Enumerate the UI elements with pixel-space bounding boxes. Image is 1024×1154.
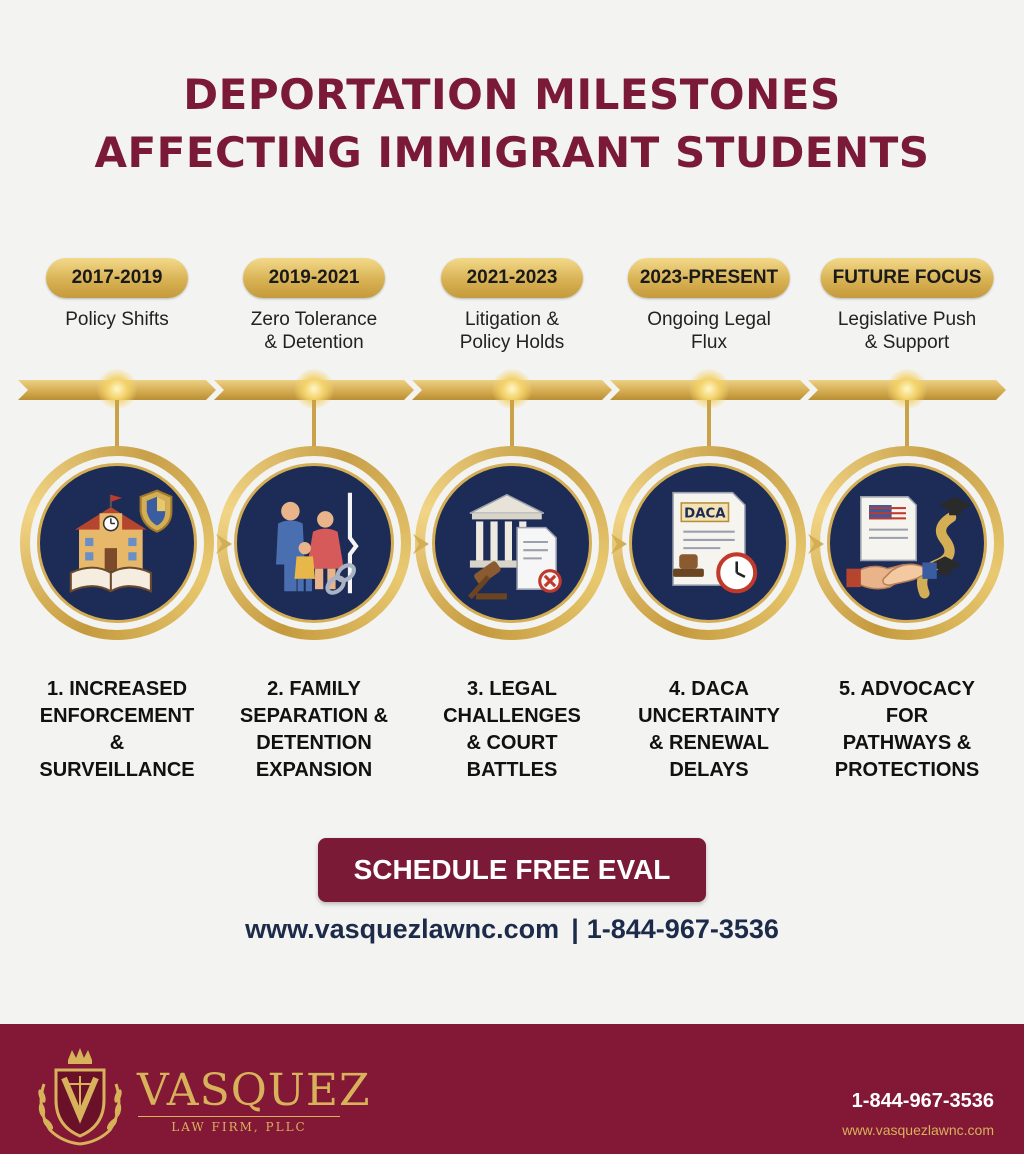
milestone-icon-ring [20,446,214,640]
period-subtitle: Litigation & Policy Holds [459,309,565,353]
milestone-icon-ring [415,446,609,640]
footer-phone[interactable]: 1-844-967-3536 [851,1090,994,1112]
chevron-right-icon [804,528,836,560]
contact-separator: | [571,914,579,944]
milestone-icon-ring [612,446,806,640]
title-line-1: DEPORTATION MILESTONES [183,70,841,119]
timeline-stem [312,400,316,450]
period-badge: 2021-2023 [441,258,583,298]
milestone-title: 5. ADVOCACY FOR PATHWAYS & PROTECTIONS [834,678,980,781]
brand-subtitle: LAW FIRM, PLLC [171,1120,307,1134]
chevron-right-icon [212,528,244,560]
contact-line [0,914,1024,945]
daca-label: DACA [684,506,726,522]
timeline-step-1 [19,0,215,800]
footer-website[interactable]: www.vasquezlawnc.com [842,1122,994,1138]
chevron-right-icon [409,528,441,560]
timeline-stem [115,400,119,450]
brand-divider [138,1116,340,1117]
timeline-step-3 [414,0,610,800]
daca-document-clock-icon [632,466,786,620]
period-subtitle: Ongoing Legal Flux [647,309,771,353]
timeline-stem [510,400,514,450]
period-badge: 2019-2021 [243,258,385,298]
timeline-step-5 [809,0,1005,800]
chevron-right-icon [607,528,639,560]
milestone-title: 4. DACA UNCERTAINTY & RENEWAL DELAYS [638,678,780,781]
timeline-step-4 [611,0,807,800]
milestone-title: 1. INCREASED ENFORCEMENT & SURVEILLANCE [39,678,195,781]
brand-name: VASQUEZ [137,1065,371,1116]
timeline-step-2 [216,0,412,800]
period-subtitle: Legislative Push & Support [837,309,977,353]
title-line-2: AFFECTING IMMIGRANT STUDENTS [94,128,930,177]
milestone-icon-ring [217,446,411,640]
milestone-icon-ring [810,446,1004,640]
website-link[interactable]: www.vasquezlawnc.com [245,914,560,944]
timeline-stem [905,400,909,450]
footer [0,1024,1024,1154]
law-firm-crest-logo [28,1044,132,1148]
courthouse-gavel-icon [435,466,589,620]
family-broken-chain-icon [237,466,391,620]
schedule-free-eval-button[interactable]: SCHEDULE FREE EVAL [318,838,706,902]
milestone-title: 2. FAMILY SEPARATION & DETENTION EXPANSION [239,678,389,781]
period-badge: 2017-2019 [46,258,188,298]
period-badge: 2023-PRESENT [628,258,790,298]
handshake-graduation-path-icon [830,466,984,620]
period-badge: FUTURE FOCUS [821,258,994,298]
timeline-stem [707,400,711,450]
school-shield-icon [40,466,194,620]
period-subtitle: Zero Tolerance & Detention [250,309,378,353]
phone-link[interactable]: 1-844-967-3536 [586,914,779,944]
period-subtitle: Policy Shifts [65,309,169,330]
milestone-title: 3. LEGAL CHALLENGES & COURT BATTLES [443,678,581,781]
